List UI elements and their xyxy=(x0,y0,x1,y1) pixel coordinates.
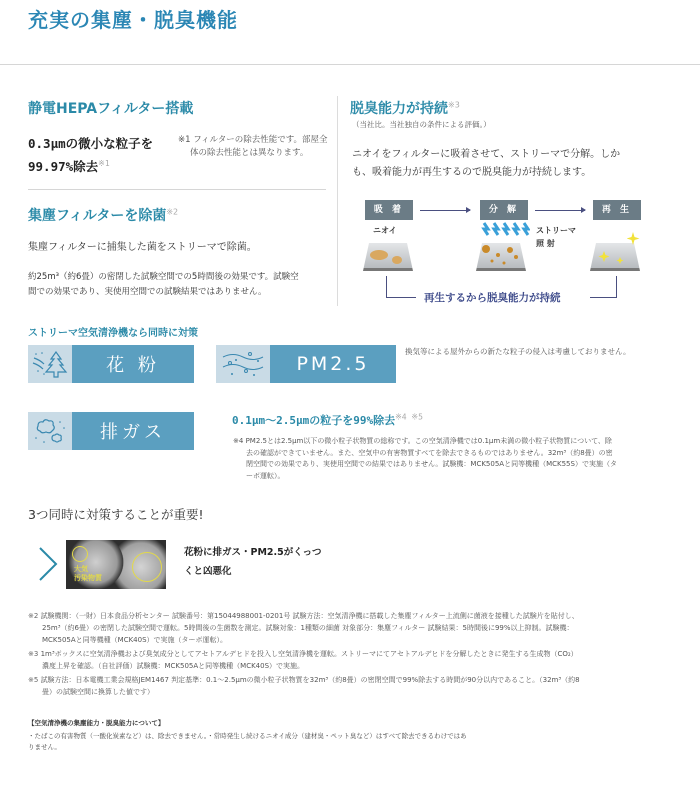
footnote-2-line2: 25m³（約6畳）の密閉した試験空間で運転。5時間後の生菌数を測定。試験対象：1種類の細菌 対象部分：集塵フィルター 試験結果：5時間後に99%以上抑制。試験機： xyxy=(42,624,574,632)
hepa-note-line2: 体の除去性能とは異なります。 xyxy=(190,148,309,158)
sterilize-detail-line2: 間での効果であり、実使用空間での試験結果ではありません。 xyxy=(28,287,267,297)
ventilation-note: 換気等による屋外からの新たな粒子の侵入は考慮しておりません。 xyxy=(405,347,631,356)
note4-line4: ーボ運転）。 xyxy=(246,471,285,480)
step-decompose-note xyxy=(536,224,576,250)
footnote-3 xyxy=(28,648,693,672)
deodorize-subnote: （当社比。当社独自の条件による評価。） xyxy=(352,120,491,129)
pollen-tree-icon xyxy=(28,345,72,383)
sterilize-detail xyxy=(28,270,328,300)
particle-claim xyxy=(232,412,423,428)
hepa-claim xyxy=(28,134,153,177)
banner-pm25-label: PM2.5 xyxy=(270,345,396,383)
section-divider xyxy=(28,189,326,190)
disclaimer-line2: りません。 xyxy=(28,743,61,751)
note4 xyxy=(233,436,693,482)
deodorize-heading xyxy=(350,98,460,118)
highlight-circle xyxy=(132,552,162,582)
deodorize-heading-sup: ※3 xyxy=(448,100,460,110)
highlight-circle xyxy=(72,546,88,562)
photo-label xyxy=(74,565,102,583)
note4-line2: 去の確認ができていません。また、空気中の有害物質すべてを除去できるものではありません。32m³（約8畳）の密 xyxy=(246,448,613,457)
hepa-claim-line1: 0.3µmの微小な粒子を xyxy=(28,136,154,151)
loop-caption: 再生するから脱臭能力が持続 xyxy=(424,292,561,304)
deodorize-body-line1: ニオイをフィルターに吸着させて、ストリーマで分解。しか xyxy=(352,149,621,160)
banner-pollen-label: 花 粉 xyxy=(72,345,194,383)
footnote-5 xyxy=(28,674,693,698)
footnote-2-mark: ※2 xyxy=(28,612,39,620)
step-decompose-label: 分 解 xyxy=(480,200,528,220)
sterilize-detail-line1: 約25m³（約6畳）の密閉した試験空間での5時間後の効果です。試験空 xyxy=(28,272,299,282)
odor-blob-icon xyxy=(363,243,413,271)
disclaimer-line1: ・たばこの有害物質（一酸化炭素など）は、除去できません。・常時発生し続けるニオイ成分（建材臭・ペット臭など）はすべて除去できるわけではあ xyxy=(28,732,467,740)
step-decompose-note-line2: 照 射 xyxy=(536,239,555,248)
note4-mark: ※4 xyxy=(233,437,244,445)
arrow-right-icon xyxy=(535,210,585,211)
sterilize-heading-text: 集塵フィルターを除菌 xyxy=(28,208,167,224)
filter-plate-odor-icon xyxy=(363,243,413,271)
loop-bracket-bottom-left xyxy=(386,297,416,298)
photo-label-line1: 大気 xyxy=(74,565,88,573)
banner-exhaust-label: 排ガス xyxy=(72,412,194,450)
footnote-2 xyxy=(28,610,693,646)
odor-fragments-icon xyxy=(476,243,526,271)
step-adsorb-note: ニオイ xyxy=(373,226,397,235)
footnote-5-line1: 試験方法：日本電機工業会規格JEM1467 判定基準：0.1～2.5µmの微小粒子状物質を32m³（約8畳）の密閉空間で99%除去する時間が90分以内であること。（32m³（約8 xyxy=(40,676,580,684)
footnote-2-line1: 試験機関：（一財）日本食品分析センター 試験番号：第15044988001-0201号 試験方法：空気清浄機に搭載した集塵フィルター上流側に菌液を接種した試験片を貼付し、 xyxy=(40,612,579,620)
arrow-right-icon xyxy=(420,210,470,211)
hepa-note-line1: フィルターの除去性能です。部屋全 xyxy=(193,135,328,145)
hepa-claim-line2: 99.97%除去 xyxy=(28,159,99,175)
pm25-particles-icon xyxy=(216,345,270,383)
footnote-3-mark: ※3 xyxy=(28,650,39,658)
photo-label-line2: 汚染物質 xyxy=(74,574,102,582)
banner-pm25 xyxy=(216,345,396,383)
important-caption xyxy=(184,543,322,581)
deodorize-body-line2: も、吸着能力が再生するので脱臭能力が持続します。 xyxy=(352,167,592,178)
column-divider xyxy=(337,96,338,306)
sterilize-lead: 集塵フィルターに捕集した菌をストリーマで除菌。 xyxy=(28,242,257,253)
footnote-2-line3: MCK505Aと同等機種（MCK40S）で実施（ターボ運転）。 xyxy=(42,636,228,644)
chevron-right-icon xyxy=(38,546,58,586)
particle-claim-text: 0.1µm～2.5µmの粒子を99%除去 xyxy=(232,414,396,427)
simultaneous-heading: ストリーマ空気清浄機なら同時に対策 xyxy=(28,328,198,339)
sterilize-heading xyxy=(28,205,178,225)
loop-bracket-right xyxy=(616,276,617,298)
sterilize-heading-sup: ※2 xyxy=(166,207,179,217)
deodorize-heading-text: 脱臭能力が持続 xyxy=(350,101,448,117)
sparkle-icon xyxy=(627,232,643,252)
top-divider xyxy=(0,64,700,65)
important-heading: 3つ同時に対策することが重要! xyxy=(28,507,204,522)
step-regenerate-label: 再 生 xyxy=(593,200,641,220)
streamer-rays-icon xyxy=(480,222,530,242)
hepa-note-mark: ※1 xyxy=(178,135,191,145)
page-title: 充実の集塵・脱臭機能 xyxy=(28,8,238,32)
important-caption-line2: くと凶悪化 xyxy=(184,566,232,577)
disclaimer-body xyxy=(28,731,498,753)
step-decompose-note-line1: ストリーマ xyxy=(536,226,576,235)
footnote-3-line2: 濃度上昇を確認。（自社評価）試験機：MCK505Aと同等機種（MCK40S）で実施。 xyxy=(42,662,305,670)
footnote-5-mark: ※5 xyxy=(28,676,39,684)
footnote-5-line2: 畳）の試験空間に換算した値です） xyxy=(42,688,154,696)
banner-pollen xyxy=(28,345,194,383)
banner-exhaust xyxy=(28,412,194,450)
particle-claim-sup: ※4 ※5 xyxy=(395,412,423,422)
exhaust-gas-icon xyxy=(28,412,72,450)
loop-bracket-left xyxy=(386,276,387,298)
note4-line3: 閉空間での効果であり、実使用空間での結果ではありません。試験機：MCK505Aと同等機種（MCK55S）で実施（タ xyxy=(246,460,617,468)
loop-bracket-bottom-right xyxy=(590,297,617,298)
disclaimer-heading: 【空気清浄機の集塵能力・脱臭能力について】 xyxy=(28,719,165,727)
footnote-3-line1: 1m³ボックスに空気清浄機および臭気成分としてアセトアルデヒドを投入し空気清浄機を運転。ストリーマにてアセトアルデヒドを分解したときに発生する生成物（CO₂） xyxy=(40,650,578,658)
filter-plate-decompose-icon xyxy=(476,243,526,271)
note4-line1: PM2.5とは2.5µm以下の微小粒子状物質の総称です。この空気清浄機では0.1µm未満の微小粒子状物質について、除 xyxy=(245,437,612,445)
important-caption-line1: 花粉に排ガス・PM2.5がくっつ xyxy=(184,547,322,558)
hepa-claim-sup: ※1 xyxy=(98,159,110,168)
hepa-note xyxy=(178,134,328,160)
deodorize-body xyxy=(352,146,620,182)
step-adsorb-label: 吸 着 xyxy=(365,200,413,220)
hepa-heading: 静電HEPAフィルター搭載 xyxy=(28,101,194,117)
pollen-microscope-photo xyxy=(66,540,166,589)
